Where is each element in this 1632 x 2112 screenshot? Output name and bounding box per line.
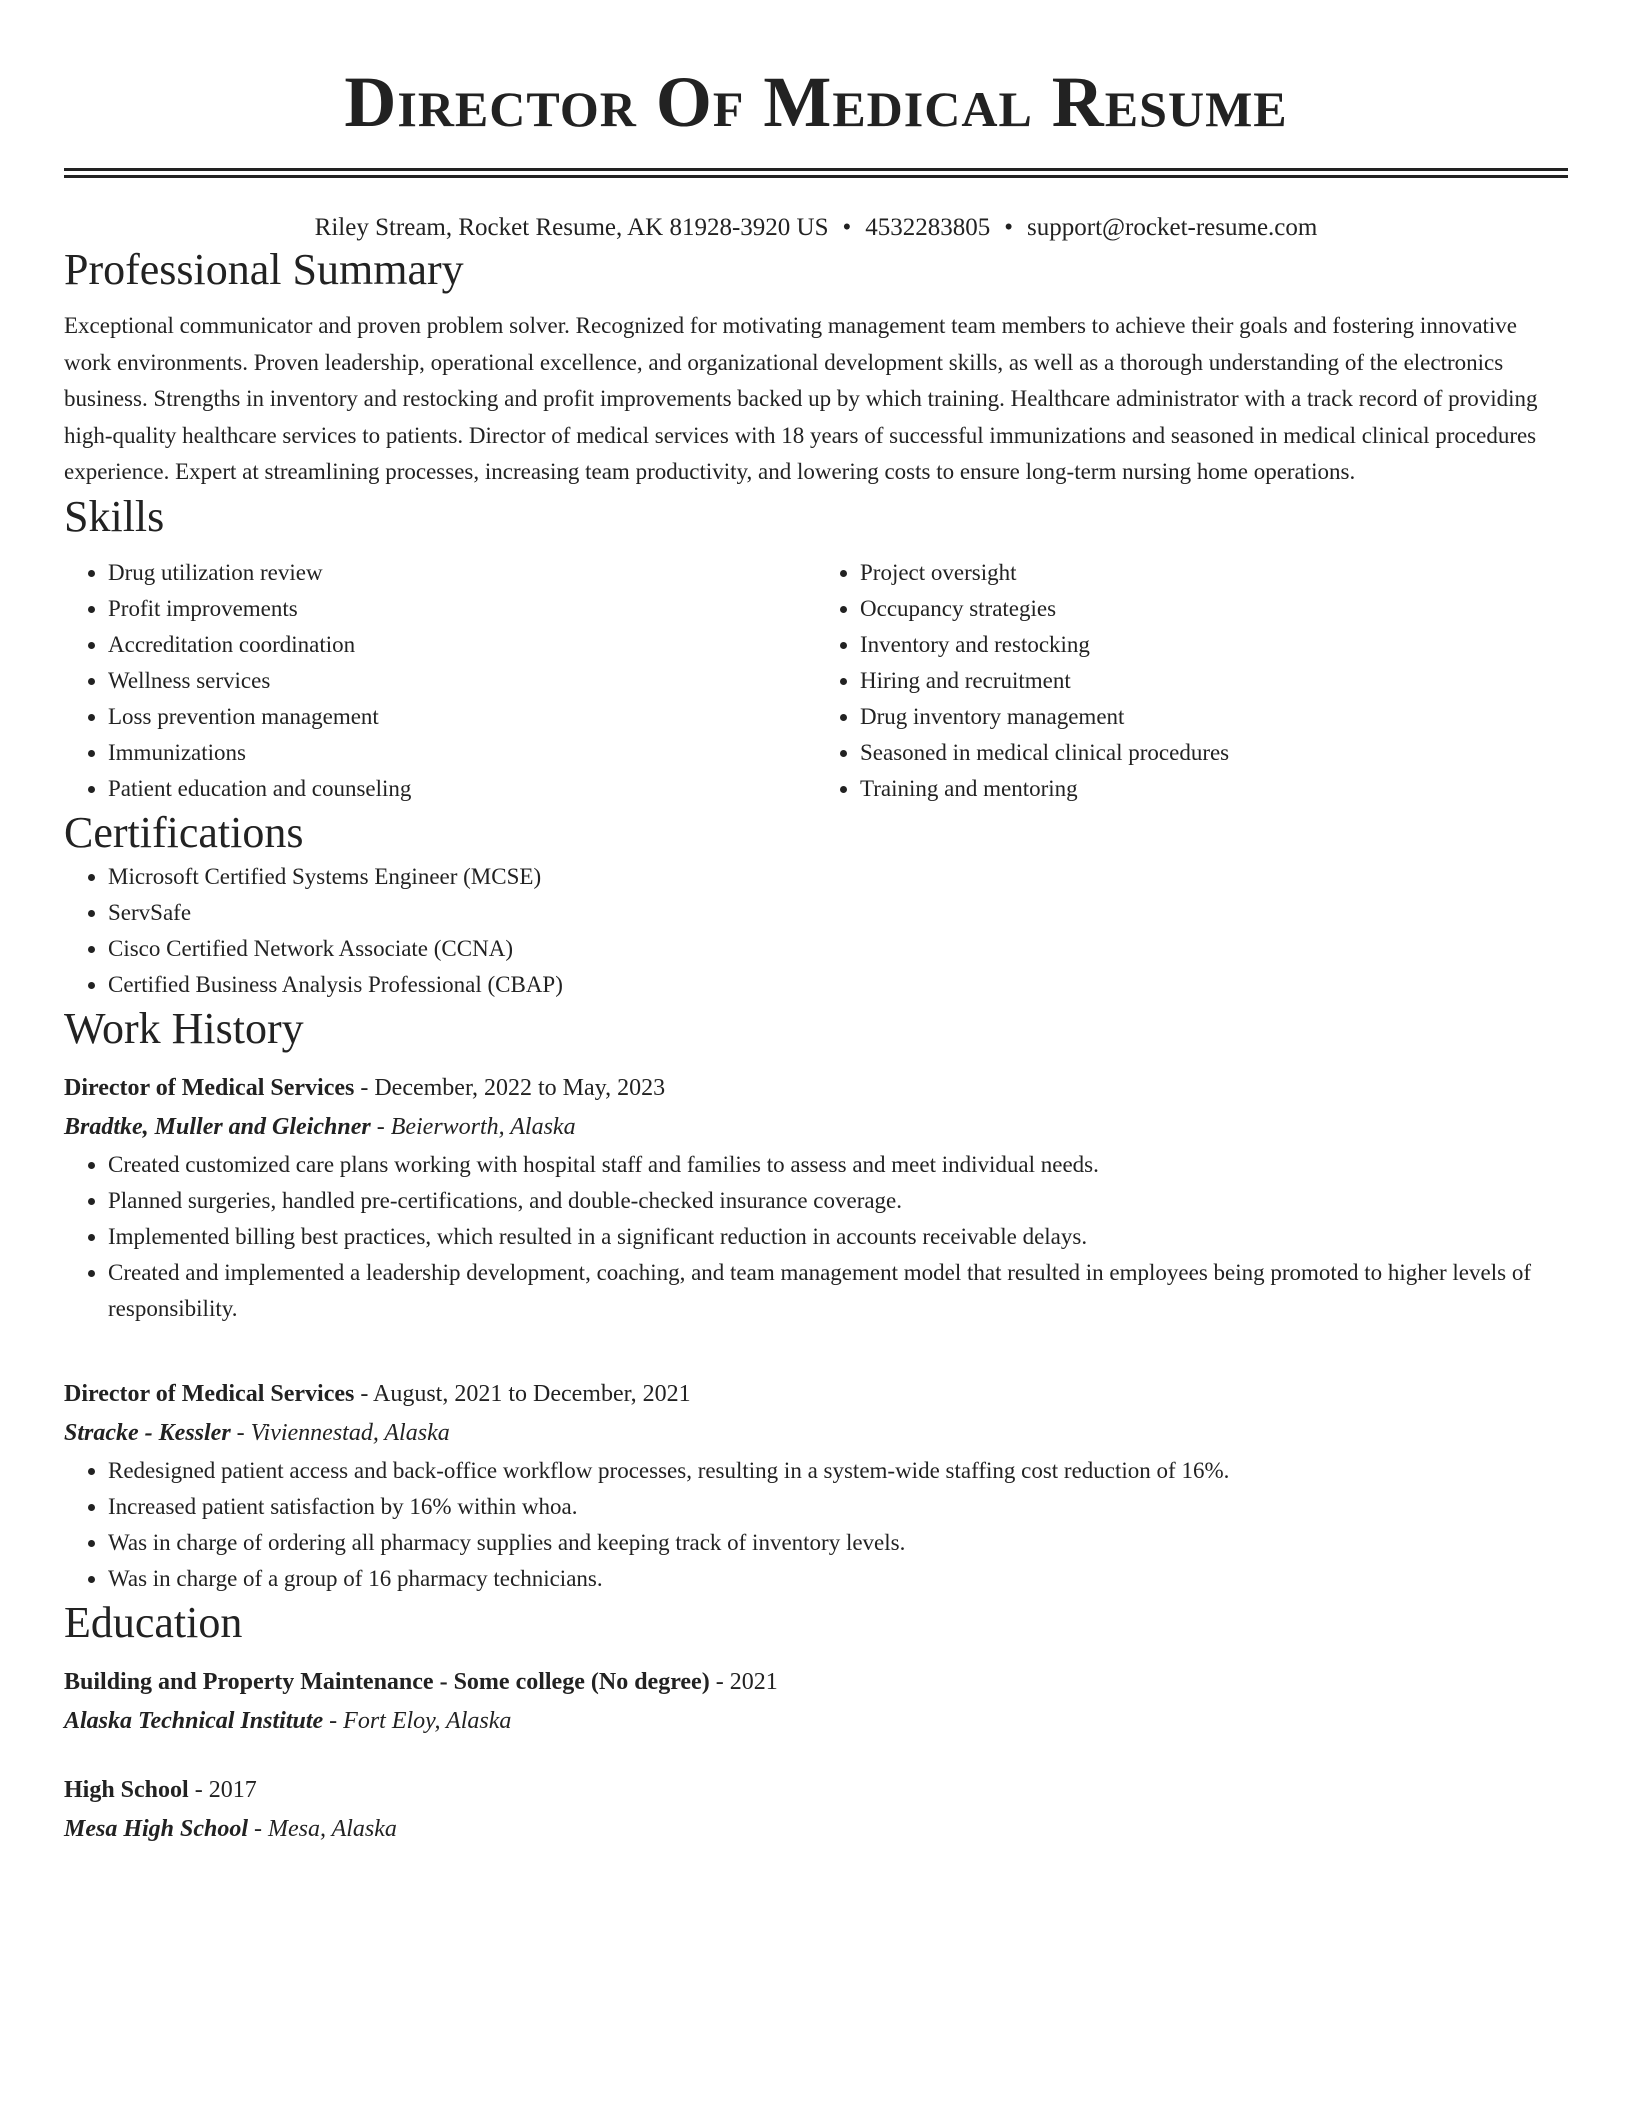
- education-school: Mesa High School: [64, 1815, 249, 1842]
- job-duties-list: [64, 1147, 1568, 1327]
- certification-item: • Certified Business Analysis Professional (CBAP): [108, 967, 1568, 1003]
- skills-columns: [64, 555, 1568, 807]
- contact-separator: •: [842, 214, 852, 241]
- skill-item: • Drug inventory management: [860, 699, 1568, 735]
- education-location: - Mesa, Alaska: [248, 1815, 397, 1842]
- title-divider: [64, 168, 1568, 178]
- education-degree: Building and Property Maintenance - Some college (No degree): [64, 1668, 710, 1695]
- contact-email: support@rocket-resume.com: [1027, 214, 1318, 241]
- job-employer-line: [64, 1413, 1568, 1453]
- education-degree-line: [64, 1663, 1568, 1701]
- job-entry: [64, 1069, 1568, 1327]
- summary-heading: Professional Summary: [64, 245, 464, 294]
- job-title: Director of Medical Services: [64, 1380, 355, 1407]
- job-duty: • Redesigned patient access and back-office workflow processes, resulting in a system-wide staffing cost reduction of 16%.: [108, 1453, 1568, 1489]
- skill-item: • Patient education and counseling: [108, 771, 816, 807]
- job-duty: • Was in charge of ordering all pharmacy supplies and keeping track of inventory levels.: [108, 1525, 1568, 1561]
- job-duty: • Was in charge of a group of 16 pharmacy technicians.: [108, 1561, 1568, 1597]
- skill-item: • Drug utilization review: [108, 555, 816, 591]
- job-title-line: [64, 1069, 1568, 1107]
- skill-item: • Occupancy strategies: [860, 591, 1568, 627]
- skill-item: • Seasoned in medical clinical procedures: [860, 735, 1568, 771]
- skills-heading: Skills: [64, 491, 165, 541]
- skill-item: • Inventory and restocking: [860, 627, 1568, 663]
- work-history-heading: Work History: [64, 1003, 304, 1053]
- education-entry: [64, 1663, 1568, 1741]
- education-year: - 2017: [188, 1776, 257, 1803]
- job-duty: • Created and implemented a leadership development, coaching, and team management model that resulted in employees being promoted to higher levels of responsibility.: [108, 1255, 1568, 1327]
- job-company: Bradtke, Muller and Gleichner: [64, 1113, 371, 1140]
- certifications-list: [64, 859, 1568, 1003]
- certification-item: • ServSafe: [108, 895, 1568, 931]
- skill-item: • Project oversight: [860, 555, 1568, 591]
- contact-address: Riley Stream, Rocket Resume, AK 81928-3920 US: [314, 214, 829, 241]
- education-school-line: [64, 1809, 1568, 1849]
- education-year: - 2021: [709, 1668, 778, 1695]
- education-school: Alaska Technical Institute: [64, 1707, 324, 1734]
- job-dates: - December, 2022 to May, 2023: [354, 1074, 666, 1101]
- skill-item: • Wellness services: [108, 663, 816, 699]
- resume-title: Director Of Medical Resume: [344, 62, 1288, 142]
- job-company: Stracke - Kessler: [64, 1419, 231, 1446]
- job-duties-list: [64, 1453, 1568, 1597]
- job-duty: • Created customized care plans working with hospital staff and families to assess and meet individual needs.: [108, 1147, 1568, 1183]
- job-title-line: [64, 1375, 1568, 1413]
- contact-separator: •: [1004, 214, 1014, 241]
- job-dates: - August, 2021 to December, 2021: [354, 1380, 691, 1407]
- job-location: - Beierworth, Alaska: [370, 1113, 576, 1140]
- skill-item: • Hiring and recruitment: [860, 663, 1568, 699]
- job-location: - Viviennestad, Alaska: [230, 1419, 450, 1446]
- job-duty: • Increased patient satisfaction by 16% within whoa.: [108, 1489, 1568, 1525]
- education-degree-line: [64, 1771, 1568, 1809]
- certifications-heading: Certifications: [64, 807, 304, 857]
- skills-list-left: [64, 555, 816, 807]
- job-entry: [64, 1375, 1568, 1597]
- job-title: Director of Medical Services: [64, 1074, 355, 1101]
- education-heading: Education: [64, 1597, 243, 1647]
- skill-item: • Training and mentoring: [860, 771, 1568, 807]
- job-employer-line: [64, 1107, 1568, 1147]
- skill-item: • Profit improvements: [108, 591, 816, 627]
- education-location: - Fort Eloy, Alaska: [323, 1707, 512, 1734]
- education-entry: [64, 1771, 1568, 1849]
- skill-item: • Loss prevention management: [108, 699, 816, 735]
- education-degree: High School: [64, 1776, 189, 1803]
- job-duty: • Planned surgeries, handled pre-certifications, and double-checked insurance coverage.: [108, 1183, 1568, 1219]
- skill-item: • Immunizations: [108, 735, 816, 771]
- job-duty: • Implemented billing best practices, which resulted in a significant reduction in accounts receivable delays.: [108, 1219, 1568, 1255]
- certification-item: • Microsoft Certified Systems Engineer (MCSE): [108, 859, 1568, 895]
- certification-item: • Cisco Certified Network Associate (CCNA): [108, 931, 1568, 967]
- contact-phone: 4532283805: [865, 214, 991, 241]
- contact-line: [64, 212, 1568, 244]
- education-school-line: [64, 1701, 1568, 1741]
- skill-item: • Accreditation coordination: [108, 627, 816, 663]
- summary-text: Exceptional communicator and proven problem solver. Recognized for motivating management team members to achieve their goals and fostering innovative work environments. Proven leadership, operational excellence, and organizational development skills, as well as a thorough understanding of the electronics business. Strengths in inventory and restocking and profit improvements backed up by which training. Healthcare administrator with a track record of providing high-quality healthcare services to patients. Director of medical services with 18 years of successful immunizations and seasoned in medical clinical procedures experience. Expert at streamlining processes, increasing team productivity, and lowering costs to ensure long-term nursing home operations.: [64, 313, 1538, 484]
- skills-list-right: [816, 555, 1568, 807]
